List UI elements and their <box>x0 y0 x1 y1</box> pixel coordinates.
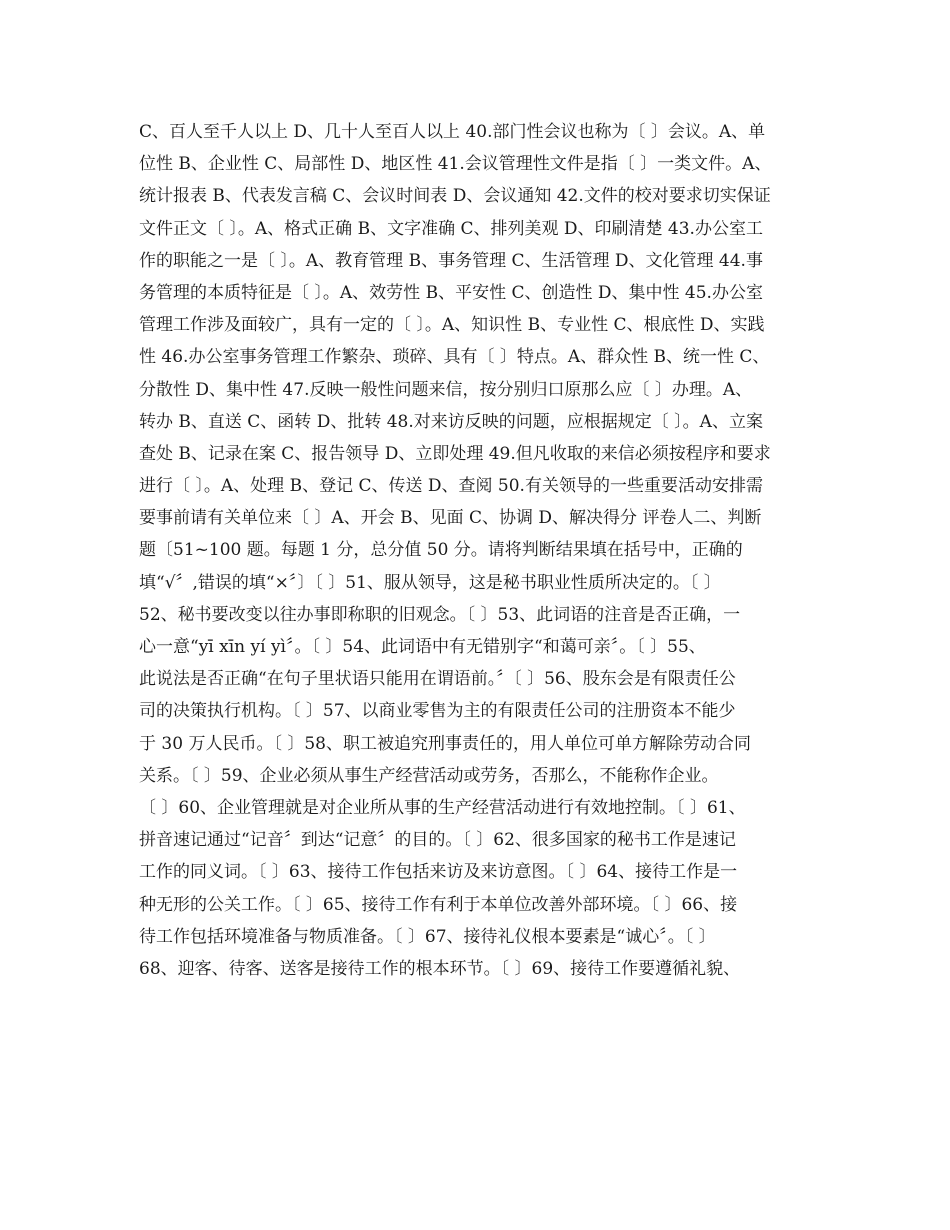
text-line: 司的决策执行机构。〔 〕57、以商业零售为主的有限责任公司的注册资本不能少 <box>139 701 736 722</box>
text-line: 作的职能之一是〔 〕。A、教育管理 B、事务管理 C、生活管理 D、文化管理 44.事 <box>139 250 763 271</box>
text-line: 拼音速记通过“记音〞到达“记意〞的目的。〔 〕62、很多国家的秘书工作是速记 <box>139 830 736 851</box>
text-line: 心一意“yī xīn yí yì〞。〔 〕54、此词语中有无错别字“和蔼可亲〞。〔 〕55、 <box>139 637 706 657</box>
text-line: 种无形的公关工作。〔 〕65、接待工作有利于本单位改善外部环境。〔 〕66、接 <box>139 894 738 915</box>
document-body <box>139 116 819 985</box>
text-line: 此说法是否正确“在句子里状语只能用在谓语前。〞〔 〕56、股东会是有限责任公 <box>139 669 736 690</box>
text-line: 文件正文〔 〕。A、格式正确 B、文字准确 C、排列美观 D、印刷清楚 43.办公室工 <box>139 218 763 239</box>
text-line: 工作的同义词。〔 〕63、接待工作包括来访及来访意图。〔 〕64、接待工作是一 <box>139 862 738 883</box>
text-line: 性 46.办公室事务管理工作繁杂、琐碎、具有〔 〕特点。A、群众性 B、统一性 C、 <box>139 347 770 368</box>
text-line: 〔 〕60、企业管理就是对企业所从事的生产经营活动进行有效地控制。〔 〕61、 <box>139 797 746 818</box>
text-line: 要事前请有关单位来〔 〕A、开会 B、见面 C、协调 D、解决得分 评卷人二、判断 <box>139 508 762 529</box>
text-line: 转办 B、直送 C、函转 D、批转 48.对来访反映的问题，应根据规定〔 〕。A、立案 <box>139 411 763 432</box>
text-line: 待工作包括环境准备与物质准备。〔 〕67、接待礼仪根本要素是“诚心〞。〔 〕 <box>139 926 716 947</box>
text-line: 位性 B、企业性 C、局部性 D、地区性 41.会议管理性文件是指〔 〕一类文件。A、 <box>139 154 772 175</box>
text-line: 填“√〞,错误的填“×〞〕〔 〕51、服从领导，这是秘书职业性质所决定的。〔 〕 <box>139 572 721 593</box>
text-line: 进行〔 〕。A、处理 B、登记 C、传送 D、查阅 50.有关领导的一些重要活动安排需 <box>139 476 763 497</box>
text-line: 统计报表 B、代表发言稿 C、会议时间表 D、会议通知 42.文件的校对要求切实保证 <box>139 186 771 207</box>
text-line: 关系。〔 〕59、企业必须从事生产经营活动或劳务，否那么，不能称作企业。 <box>139 765 719 786</box>
text-line: 分散性 D、集中性 47.反映一般性问题来信，按分别归口原那么应〔 〕办理。A、 <box>139 379 753 400</box>
text-line: 68、迎客、待客、送客是接待工作的根本环节。〔 〕69、接待工作要遵循礼貌、 <box>139 958 741 979</box>
text-line: 务管理的本质特征是〔 〕。A、效劳性 B、平安性 C、创造性 D、集中性 45.办公室 <box>139 282 763 303</box>
text-line: 管理工作涉及面较广，具有一定的〔 〕。A、知识性 B、专业性 C、根底性 D、实践 <box>139 315 765 336</box>
text-line: 52、秘书要改变以往办事即称职的旧观念。〔 〕53、此词语的注音是否正确，一 <box>139 604 741 625</box>
text-line: C、百人至千人以上 D、几十人至百人以上 40.部门性会议也称为〔 〕会议。A、单 <box>139 122 766 142</box>
text-line: 于 30 万人民币。〔 〕58、职工被追究刑事责任的，用人单位可单方解除劳动合同 <box>139 733 751 754</box>
text-line: 题〔51~100 题。每题 1 分，总分值 50 分。请将判断结果填在括号中，正确的 <box>139 540 743 561</box>
text-line: 查处 B、记录在案 C、报告领导 D、立即处理 49.但凡收取的来信必须按程序和要求 <box>139 443 771 464</box>
